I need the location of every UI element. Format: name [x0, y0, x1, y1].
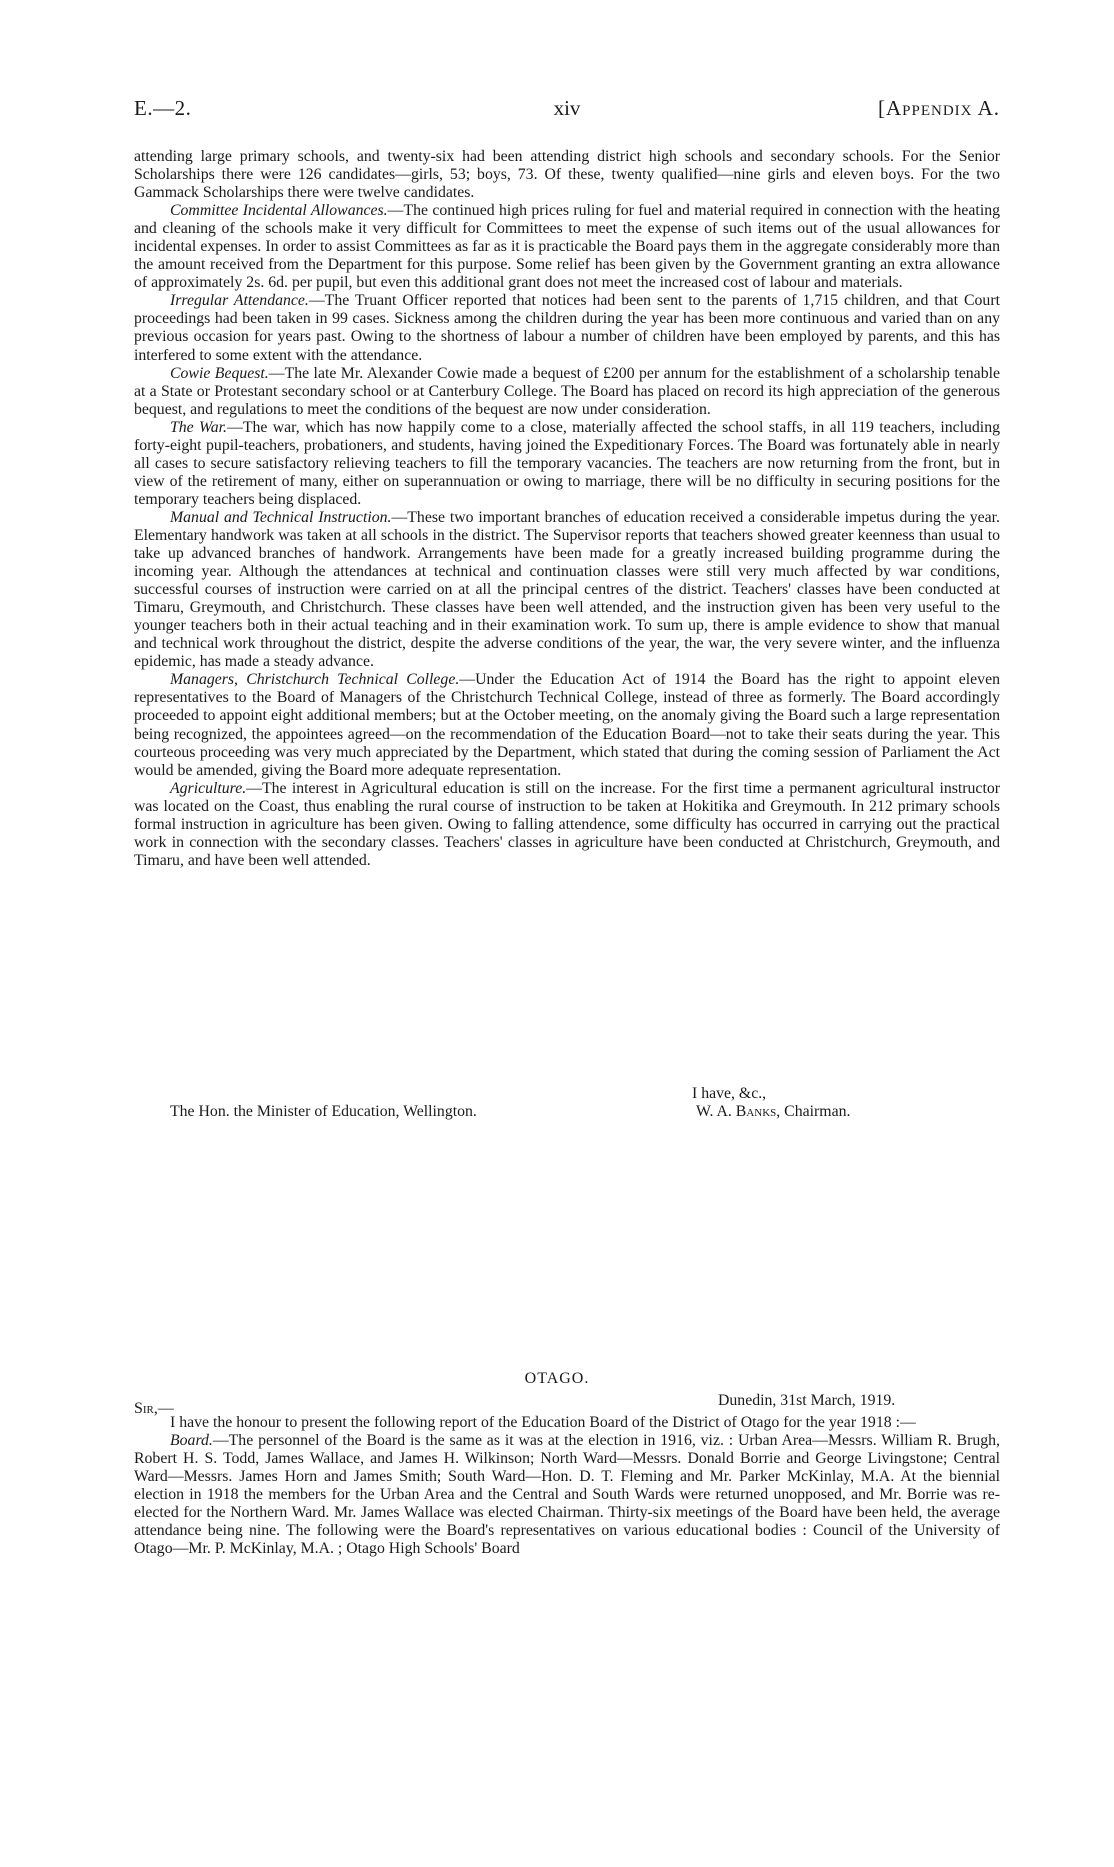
addressee: The Hon. the Minister of Education, Wellington. [170, 1103, 477, 1120]
paragraph-text: attending large primary schools, and twenty-six had been attending district high schools and secondary schools. For the Senior Scholarships there were 126 candidates—girls, 53; boys, 73. Of these, twenty qualified—nine girls and eleven boys. For the two Gammack Scholarships there were twelve candidates. [134, 148, 1000, 202]
paragraph [134, 419, 1000, 509]
paragraph-heading: Cowie Bequest. [170, 364, 269, 382]
paragraph [134, 292, 1000, 364]
closing-phrase: I have, &c., [692, 1085, 767, 1102]
paragraph-text: —The war, which has now happily come to a close, materially affected the school staffs, in all 119 teachers, including forty-eight pupil-teachers, probationers, and students, having joined the Expeditionary Forces. The Board was fortunately able in nearly all cases to secure satisfactory relieving teachers to fill the temporary vacancies. The teachers are now returning from the front, but in view of the retirement of many, either on superannuation or owing to marriage, there will be no difficulty in securing positions for the temporary teachers being displaced. [134, 418, 1000, 508]
signature-block [134, 1085, 1000, 1121]
paragraph [134, 780, 1000, 870]
paragraph [134, 1414, 1000, 1432]
signatory [696, 1103, 850, 1121]
paragraph-text: —The interest in Agricultural education is still on the increase. For the first time a permanent agricultural instructor was located on the Coast, thus enabling the rural course of instruction to be taken at Hokitika and Greymouth. In 212 primary schools formal instruction in agriculture has been given. Owing to falling attendence, some difficulty has occurred in carrying out the practical work in connection with the secondary classes. Teachers' classes in agriculture have been conducted at Christchurch, Greymouth, and Timaru, and have been well attended. [134, 779, 1000, 869]
paragraph-heading: Board. [170, 1432, 213, 1450]
section-title-otago: OTAGO. [524, 1370, 590, 1387]
paragraph-heading: Agriculture. [170, 779, 247, 797]
dateline: Dunedin, 31st March, 1919. [718, 1392, 896, 1409]
paragraph-heading: Committee Incidental Allowances. [170, 202, 388, 220]
paragraph-text: —The personnel of the Board is the same as it was at the election in 1916, viz. : Urban Area—Messrs. William R. Brugh, Robert H. S. Todd, James Wallace, and James H. Wilkinson; North Ward—Messrs. Donald Borrie and George Livingstone; Central Ward—Messrs. James Horn and James Smith; South Ward—Hon. D. T. Fleming and Mr. Parker McKinlay, M.A. At the biennial election in 1918 the members for the Urban Area and the Central and South Wards were returned unopposed, and Mr. Borrie was re-elected for the Northern Ward. Mr. James Wallace was elected Chairman. Thirty-six meetings of the Board have been held, the average attendance being nine. The following were the Board's representatives on various educational bodies : Council of the University of Otago—Mr. P. McKinlay, M.A. ; Otago High Schools' Board [134, 1432, 1000, 1558]
paragraph [134, 148, 1000, 202]
paragraph-text: —The late Mr. Alexander Cowie made a bequest of £200 per annum for the establishment of a scholarship tenable at a State or Protestant secondary school or at Canterbury College. The Board has placed on record its high appreciation of the generous bequest, and regulations to meet the conditions of the bequest are now under consideration. [134, 364, 1000, 418]
paragraph [134, 671, 1000, 779]
canterbury-report-body [134, 148, 1000, 870]
paragraph-text: —Under the Education Act of 1914 the Board has the right to appoint eleven representatives to the Board of Managers of the Christchurch Technical College, instead of three as formerly. The Board accordingly proceeded to appoint eight additional members; but at the October meeting, on the anomaly giving the Board such a large representation being recognized, the appointees agreed—on the recommendation of the Education Board—not to take their seats during the year. This courteous proceeding was very much appreciated by the Department, which stated that during the coming session of Parliament the Act would be amended, giving the Board more adequate representation. [134, 671, 1000, 779]
paragraph-text: I have the honour to present the following report of the Education Board of the District of Otago for the year 1918 :— [170, 1414, 916, 1431]
paragraph [134, 1432, 1000, 1558]
paragraph [134, 509, 1000, 671]
paragraph-heading: Managers, Christchurch Technical College. [170, 671, 460, 689]
paragraph-heading: Irregular Attendance. [170, 292, 309, 310]
page-header [134, 96, 1000, 126]
signatory-name: W. A. Banks [696, 1103, 777, 1120]
paragraph-heading: Manual and Technical Instruction. [170, 508, 392, 526]
paragraph-text: —These two important branches of education received a considerable impetus during the year. Elementary handwork was taken at all schools in the district. The Supervisor reports that teachers showed greater keenness than usual to take up advanced branches of handwork. Arrangements have been made for a greatly increased building programme during the incoming year. Although the attendances at technical and continuation classes were still very much affected by war conditions, successful courses of instruction were carried on at all the principal centres of the district. Teachers' classes have been conducted at Timaru, Greymouth, and Christchurch. These classes have been well attended, and the instruction given has been very useful to the younger teachers both in their actual teaching and in their examination work. To sum up, there is ample evidence to show that manual and technical work throughout the district, despite the adverse conditions of the year, the war, the very severe winter, and the influenza epidemic, has made a steady advance. [134, 508, 1000, 671]
document-code: E.—2. [134, 96, 192, 120]
paragraph [134, 365, 1000, 419]
paragraph-text: —The continued high prices ruling for fuel and material required in connection with the heating and cleaning of the schools make it very difficult for Committees to meet the expense of such items out of the usual allowances for incidental expenses. In order to assist Committees as far as it is practicable the Board pays them in the aggregate considerably more than the amount received from the Department for this purpose. Some relief has been given by the Government granting an extra allowance of approximately 2s. 6d. per pupil, but even this additional grant does not meet the increased cost of labour and materials. [134, 202, 1000, 292]
paragraph [134, 202, 1000, 292]
signatory-title: , Chairman. [776, 1103, 851, 1120]
appendix-label: [Appendix A. [877, 96, 1000, 120]
otago-report-body [134, 1414, 1000, 1558]
page-number: xiv [553, 96, 581, 120]
paragraph-text: —The Truant Officer reported that notices had been sent to the parents of 1,715 children, and that Court proceedings had been taken in 99 cases. Sickness among the children during the year has been more continuous and varied than on any previous occasion for years past. Owing to the shortness of labour a number of children have been employed by parents, and this has interfered to some extent with the attendance. [134, 292, 1000, 364]
paragraph-heading: The War. [170, 418, 228, 436]
salutation: Sir,— [134, 1400, 174, 1417]
